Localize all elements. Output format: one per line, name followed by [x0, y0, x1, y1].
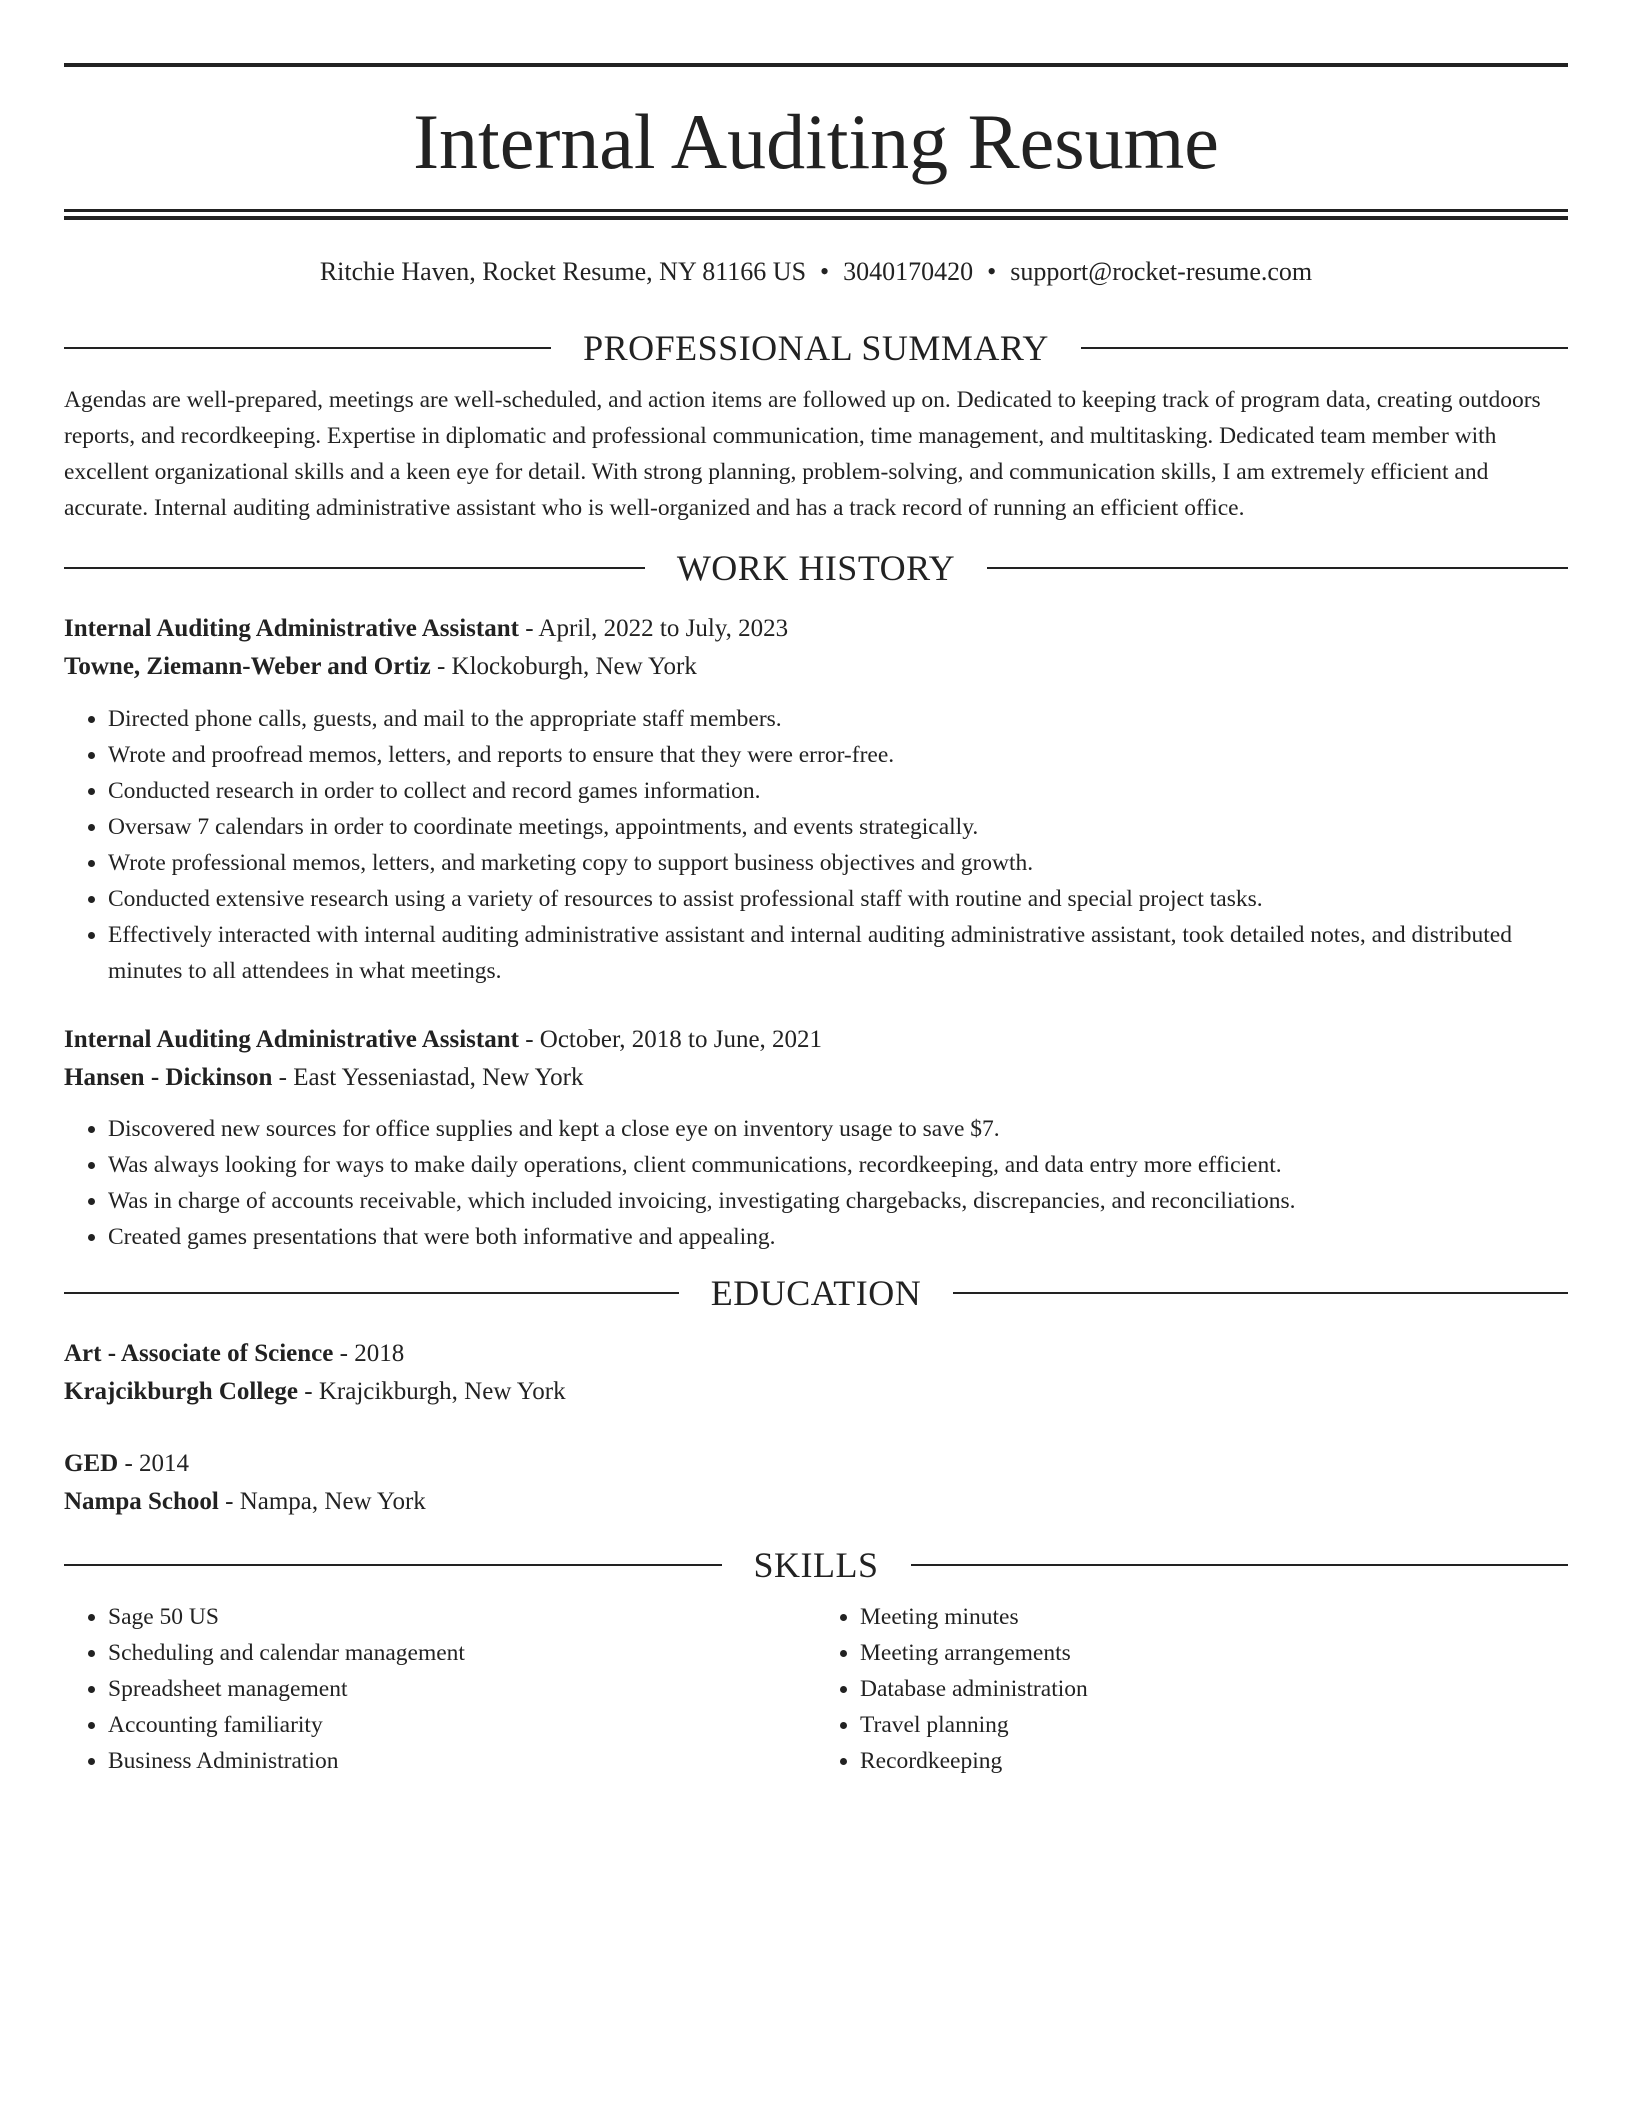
list-item: • Spreadsheet management: [108, 1671, 816, 1707]
heading-rule-left: [64, 347, 551, 349]
education-entry: [64, 1445, 1568, 1521]
school-line: [64, 1483, 1568, 1521]
heading-rule-left: [64, 1292, 679, 1294]
contact-separator: •: [987, 257, 997, 286]
job-title-line: [64, 610, 1568, 648]
school-location: - Krajcikburgh, New York: [298, 1378, 566, 1405]
degree: Art - Associate of Science: [64, 1340, 334, 1367]
school: Krajcikburgh College: [64, 1378, 299, 1405]
contact-line: [64, 252, 1568, 292]
job-title: Internal Auditing Administrative Assistant: [64, 1026, 519, 1053]
heading-rule-left: [64, 567, 645, 569]
job-company-line: [64, 648, 1568, 686]
list-item: • Conducted extensive research using a variety of resources to assist professional staff with routine and special project tasks.: [108, 881, 1568, 917]
list-item: • Meeting minutes: [860, 1599, 1568, 1635]
contact-email: support@rocket-resume.com: [1010, 257, 1313, 286]
list-item: • Conducted research in order to collect and record games information.: [108, 773, 1568, 809]
job-location: - East Yesseniastad, New York: [272, 1064, 584, 1091]
school: Nampa School: [64, 1488, 219, 1515]
summary-text: Agendas are well-prepared, meetings are well-scheduled, and action items are followed up on. Dedicated to keeping track of program data, creating outdoors reports, and recordkeeping. Expertise in diplomatic and professional communication, time management, and multitasking. Dedicated team member with excellent organizational skills and a keen eye for detail. With strong planning, problem-solving, and communication skills, I am extremely efficient and accurate. Internal auditing administrative assistant who is well-organized and has a track record of running an efficient office.: [64, 387, 1541, 521]
job-entry: [64, 1021, 1568, 1255]
list-item: • Effectively interacted with internal auditing administrative assistant and internal auditing administrative assistant, took detailed notes, and distributed minutes to all attendees in what meetings.: [108, 917, 1568, 989]
heading-rule-left: [64, 1564, 722, 1566]
job-title-line: [64, 1021, 1568, 1059]
list-item: • Discovered new sources for office supplies and kept a close eye on inventory usage to save $7.: [108, 1111, 1568, 1147]
work-heading-label: WORK HISTORY: [676, 548, 956, 588]
list-item: • Business Administration: [108, 1743, 816, 1779]
list-item: • Recordkeeping: [860, 1743, 1568, 1779]
list-item: • Was in charge of accounts receivable, which included invoicing, investigating chargebacks, discrepancies, and reconciliations.: [108, 1183, 1568, 1219]
education-heading: [64, 1271, 1568, 1315]
heading-rule-right: [1081, 347, 1568, 349]
list-item: • Sage 50 US: [108, 1599, 816, 1635]
job-dates: - April, 2022 to July, 2023: [518, 615, 789, 642]
skills-heading-label: SKILLS: [753, 1545, 879, 1585]
top-rule: [64, 63, 1568, 67]
education-heading-label: EDUCATION: [710, 1273, 922, 1313]
list-item: • Scheduling and calendar management: [108, 1635, 816, 1671]
job-bullets: [64, 1111, 1568, 1255]
list-item: • Created games presentations that were both informative and appealing.: [108, 1219, 1568, 1255]
degree-year: - 2018: [333, 1340, 405, 1367]
title-double-rule: [64, 209, 1568, 220]
degree-line: [64, 1445, 1568, 1483]
school-location: - Nampa, New York: [218, 1488, 426, 1515]
job-location: - Klockoburgh, New York: [430, 653, 697, 680]
skills-list-right: [816, 1599, 1568, 1779]
heading-rule-right: [953, 1292, 1568, 1294]
heading-rule-right: [987, 567, 1568, 569]
list-item: • Meeting arrangements: [860, 1635, 1568, 1671]
skills-heading: [64, 1543, 1568, 1587]
list-item: • Travel planning: [860, 1707, 1568, 1743]
job-company-line: [64, 1059, 1568, 1097]
list-item: • Wrote and proofread memos, letters, and reports to ensure that they were error-free.: [108, 737, 1568, 773]
list-item: • Was always looking for ways to make daily operations, client communications, recordkeeping, and data entry more efficient.: [108, 1147, 1568, 1183]
degree: GED: [64, 1450, 119, 1477]
skills-list-left: [64, 1599, 816, 1779]
job-entry: [64, 610, 1568, 989]
education-entry: [64, 1335, 1568, 1411]
list-item: • Wrote professional memos, letters, and marketing copy to support business objectives and growth.: [108, 845, 1568, 881]
heading-rule-right: [911, 1564, 1569, 1566]
list-item: • Directed phone calls, guests, and mail to the appropriate staff members.: [108, 701, 1568, 737]
job-company: Hansen - Dickinson: [64, 1064, 273, 1091]
list-item: • Database administration: [860, 1671, 1568, 1707]
skills-columns: [64, 1599, 1568, 1779]
list-item: • Accounting familiarity: [108, 1707, 816, 1743]
degree-year: - 2014: [118, 1450, 190, 1477]
contact-address: Ritchie Haven, Rocket Resume, NY 81166 US: [319, 257, 807, 286]
resume-title: Internal Auditing Resume: [413, 98, 1219, 185]
summary-heading-label: PROFESSIONAL SUMMARY: [583, 328, 1049, 368]
work-heading: [64, 546, 1568, 590]
contact-phone: 3040170420: [843, 257, 974, 286]
summary-heading: [64, 326, 1568, 370]
degree-line: [64, 1335, 1568, 1373]
contact-separator: •: [820, 257, 830, 286]
list-item: • Oversaw 7 calendars in order to coordinate meetings, appointments, and events strategically.: [108, 809, 1568, 845]
job-bullets: [64, 701, 1568, 989]
school-line: [64, 1373, 1568, 1411]
job-dates: - October, 2018 to June, 2021: [518, 1026, 823, 1053]
job-title: Internal Auditing Administrative Assistant: [64, 615, 519, 642]
job-company: Towne, Ziemann-Weber and Ortiz: [64, 653, 431, 680]
